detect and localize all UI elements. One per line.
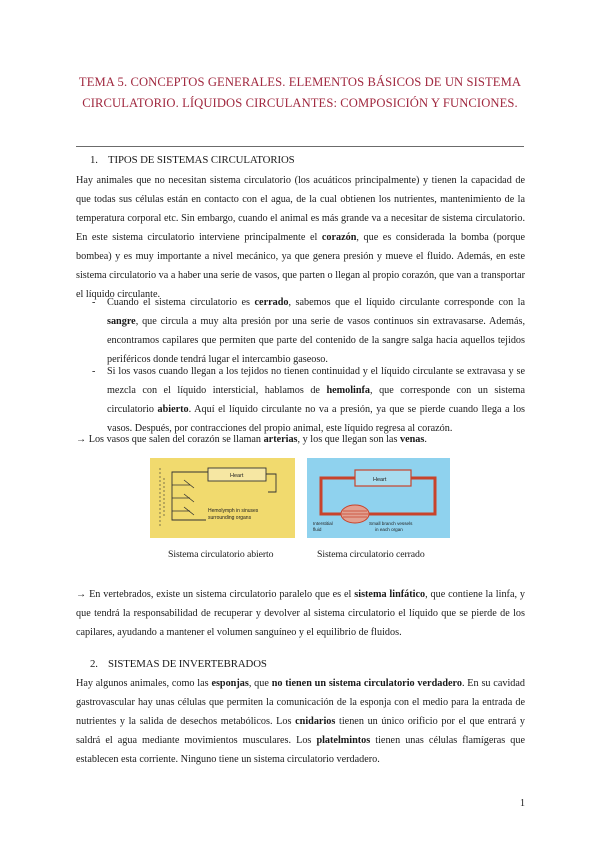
section-2-heading [90, 658, 267, 670]
section-1-title: TIPOS DE SISTEMAS CIRCULATORIOS [108, 154, 295, 166]
closed-heart-label: Heart [373, 477, 387, 483]
interstitial-label-1: Interstitial [313, 521, 333, 526]
closed-system-svg [307, 458, 450, 538]
caption-closed: Sistema circulatorio cerrado [317, 549, 425, 560]
page-number: 1 [520, 798, 525, 809]
bullet-closed-system: - Cuando el sistema circulatorio es cerrado, sabemos que el líquido circulante corresponde con la sangre, que circula a muy alta presión por una serie de vasos continuos sin extravasarse. Además, encontramos capilares que permiten que parte del contenido de la sangre salga hacia aquellos tejidos periféricos donde tendrá lugar el intercambio gaseoso. [92, 297, 526, 365]
arteries-veins-line: → Los vasos que salen del corazón se llaman arterias, y los que llegan son las venas. [76, 434, 427, 445]
term-sangre: sangre [107, 316, 136, 327]
branch-label-2: in each organ [375, 527, 403, 532]
term-esponjas: esponjas [211, 678, 249, 689]
branch-label-1: Small branch vessels [369, 521, 413, 526]
open-system-diagram [150, 458, 295, 538]
term-cnidarios: cnidarios [295, 716, 336, 727]
term-no-sistema-verdadero: no tienen un sistema circulatorio verdadero [271, 678, 462, 689]
invertebrates-paragraph: Hay algunos animales, como las esponjas, que no tienen un sistema circulatorio verdadero. En su cavidad gastrovascular hay unas células que permiten la comunicación de la esponja con el medio para la entrada de nutrientes y la salida de desechos metabólicos. Los cnidarios tienen un único orificio por el que entrará y saldrá el agua mediante movimientos musculares. Los platelmintos tienen unas células flamígeras que establecen esta corriente. Ninguno tiene un sistema circulatorio verdadero. [76, 678, 526, 765]
hemolymph-label-1: Hemolymph in sinuses [208, 508, 259, 514]
section-2-title: SISTEMAS DE INVERTEBRADOS [108, 658, 267, 670]
open-branch-vessels [172, 480, 194, 515]
term-platelmintos: platelmintos [316, 735, 371, 746]
bullet-open-system: - Si los vasos cuando llegan a los tejidos no tienen continuidad y el líquido circulante se extravasa y se mezcla con el líquido intersticial, hablamos de hemolinfa, que corresponde con un sistema circulatorio abierto. Aquí el líquido circulante no va a presión, ya que se pierde cuando llega a los vasos. Después, por contracciones del propio animal, este líquido regresa al corazón. [92, 366, 525, 434]
interstitial-label-2: fluid [313, 527, 322, 532]
closed-system-diagram [307, 458, 450, 538]
document-title: TEMA 5. CONCEPTOS GENERALES. ELEMENTOS BÁSICOS DE UN SISTEMA CIRCULATORIO. LÍQUIDOS CIRCULANTES: COMPOSICIÓN Y FUNCIONES. [78, 75, 522, 110]
term-sistema-linfatico: sistema linfático [354, 589, 426, 600]
intro-paragraph: Hay animales que no necesitan sistema circulatorio (los acuáticos principalmente) y tienen la capacidad de que todas sus células están en contacto con el agua, de la cual obtienen los nutrientes, mantenimiento de la temperatura corporal etc. Sin embargo, cuando el animal es más grande va a necesitar de sistema circulatorio. En este sistema circulatorio interviene principalmente el corazón, que es considerada la bomba (porque bombea) y es muy importante a nivel mecánico, ya que genera presión y mueve el fluido. Además, en este sistema circulatorio va a haber una serie de vasos, que parten o llegan al propio corazón, que van a transportar el líquido circulante. [76, 175, 525, 300]
open-heart-label: Heart [230, 473, 244, 479]
lymphatic-paragraph: → En vertebrados, existe un sistema circulatorio paralelo que es el sistema linfático, que contiene la linfa, y que tendrá la responsabilidad de recuperar y devolver al sistema circulatorio el líquido que se pierde de los capilares, ayudando a mantener el volumen sanguíneo y el equilibrio de fluidos. [76, 589, 526, 638]
term-venas: venas [399, 434, 425, 445]
section-1-number: 1. [90, 154, 98, 166]
term-abierto: abierto [157, 404, 189, 415]
title-divider [76, 146, 524, 147]
open-sinus-lines [160, 468, 164, 528]
open-main-vessel [172, 472, 208, 520]
section-1-heading [90, 154, 295, 166]
term-corazon: corazón [321, 232, 357, 243]
caption-open: Sistema circulatorio abierto [168, 549, 274, 560]
hemolymph-label-2: surrounding organs [208, 515, 252, 521]
open-system-svg [150, 458, 295, 538]
section-2-number: 2. [90, 658, 98, 670]
term-hemolinfa: hemolinfa [326, 385, 371, 396]
open-return-vessel [266, 474, 276, 492]
term-cerrado: cerrado [254, 297, 289, 308]
term-arterias: arterias [263, 434, 298, 445]
